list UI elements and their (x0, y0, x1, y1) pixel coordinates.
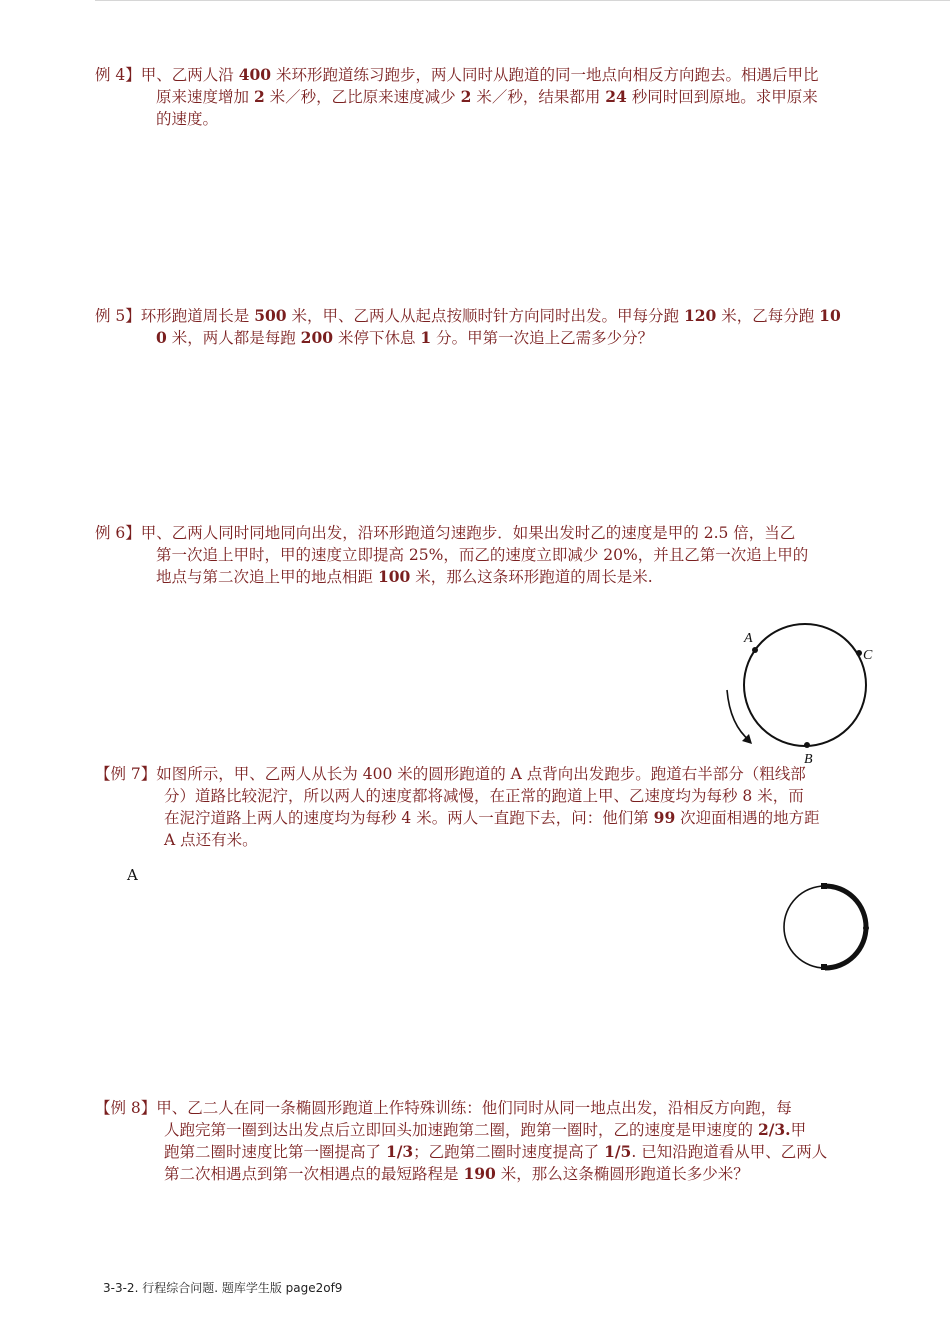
number: 1 (420, 328, 432, 347)
circle-track-figure-6 (700, 610, 880, 770)
point-b (804, 742, 810, 748)
text: 环形跑道周长是 (140, 307, 255, 325)
problem-8-line-1 (95, 1097, 827, 1119)
text: 甲、乙二人在同一条椭圆形跑道上作特殊训练：他们同时从同一地点出发，沿相反方向跑，每 (156, 1099, 792, 1117)
problem-4-line-2 (95, 86, 819, 108)
circle-track-figure-7 (775, 875, 875, 975)
marker-right (863, 925, 869, 931)
number: 1/3 (385, 1142, 414, 1161)
text: 米／秒，结果都用 (471, 88, 606, 106)
problem-7 (95, 763, 820, 851)
text: 秒同时回到原地。求甲原来 (626, 88, 818, 106)
number: 10 (819, 306, 841, 325)
problem-5 (95, 305, 841, 349)
page-footer: 3-3-2. 行程综合问题. 题库学生版 page2of9 (103, 1281, 343, 1295)
problem-7-line-4: A 点还有米。 (164, 831, 258, 849)
direction-arrow-icon (727, 690, 750, 741)
problem-6-label: 例 6】 (95, 524, 141, 542)
number: 0 (156, 328, 167, 347)
number: 100 (377, 567, 411, 586)
point-c (856, 650, 862, 656)
label-a: A (744, 631, 753, 646)
problem-4-line-1 (95, 64, 819, 86)
text: 米，那么这条环形跑道的周长是米. (410, 568, 653, 586)
problem-4-label: 例 4】 (95, 66, 141, 84)
number: 190 (463, 1164, 496, 1183)
text: ；乙跑第二圈时速度提高了 (413, 1143, 605, 1161)
text: 米停下休息 (333, 329, 421, 347)
number: 400 (238, 65, 272, 84)
text: 跑第二圈时速度比第一圈提高了 (164, 1143, 386, 1161)
text: 第二次相遇点到第一次相遇点的最短路程是 (164, 1165, 464, 1183)
label-c: C (863, 648, 873, 663)
text: 甲、乙两人沿 (140, 66, 239, 84)
text: 米，乙每分跑 (716, 307, 820, 325)
point-a (752, 647, 758, 653)
number: 24 (605, 87, 627, 106)
text: 在泥泞道路上两人的速度均为每秒 4 米。两人一直跑下去，问：他们第 (164, 809, 654, 827)
text: 米，两人都是每跑 (166, 329, 301, 347)
problem-8-line-2 (95, 1119, 827, 1141)
track-circle (744, 624, 866, 746)
number: 1/5 (604, 1142, 632, 1161)
number: 2/3. (757, 1120, 791, 1139)
problem-6-line-1 (95, 522, 808, 544)
problem-4 (95, 64, 819, 130)
number: 200 (300, 328, 334, 347)
label-b: B (804, 752, 813, 767)
marker-top (821, 883, 827, 889)
text: 甲、乙两人同时同地同向出发，沿环形跑道匀速跑步．如果出发时乙的速度是甲的 2.5 倍，当乙 (140, 524, 796, 542)
problem-7-label: 【例 7】 (95, 765, 157, 783)
number: 2 (460, 87, 472, 106)
muddy-section (825, 886, 866, 968)
text: 如图所示，甲、乙两人从长为 400 米的圆形跑道的 A 点背向出发跑步。跑道右半部分（粗线部 (156, 765, 806, 783)
problem-6 (95, 522, 808, 588)
problem-7-line-2: 分）道路比较泥泞，所以两人的速度都将减慢，在正常的跑道上甲、乙速度均为每秒 8 米，而 (164, 787, 804, 805)
problem-5-label: 例 5】 (95, 307, 141, 325)
number: 2 (253, 87, 265, 106)
problem-5-line-2 (95, 327, 841, 349)
number: 120 (683, 306, 717, 325)
text: 米，那么这条椭圆形跑道长多少米？ (495, 1165, 749, 1183)
problem-6-line-2: 第一次追上甲时，甲的速度立即提高 25%，而乙的速度立即减少 20%，并且乙第一次追上甲的 (156, 546, 809, 564)
problem-8-line-3 (95, 1141, 827, 1163)
number: 500 (254, 306, 287, 325)
problem-4-line-3: 的速度。 (156, 110, 219, 128)
problem-8 (95, 1097, 827, 1185)
text: 原来速度增加 (156, 88, 254, 106)
problem-5-line-1 (95, 305, 841, 327)
text: 甲 (790, 1121, 807, 1139)
text: 地点与第二次追上甲的地点相距 (156, 568, 378, 586)
problem-8-label: 【例 8】 (95, 1099, 157, 1117)
text: 分。甲第一次追上乙需多少分？ (431, 329, 654, 347)
text: 米，甲、乙两人从起点按顺时针方向同时出发。甲每分跑 (286, 307, 684, 325)
text: 人跑完第一圈到达出发点后立即回头加速跑第二圈，跑第一圈时，乙的速度是甲速度的 (164, 1121, 758, 1139)
figure-7-label-a: A (127, 866, 138, 884)
text: 米环形跑道练习跑步，两人同时从跑道的同一地点向相反方向跑去。相遇后甲比 (271, 66, 819, 84)
problem-6-line-3 (95, 566, 808, 588)
problem-7-line-3 (95, 807, 820, 829)
problem-7-line-1 (95, 763, 820, 785)
marker-bottom (821, 964, 827, 970)
text: 米／秒，乙比原来速度减少 (264, 88, 461, 106)
number: 99 (653, 808, 676, 827)
problem-8-line-4 (95, 1163, 827, 1185)
text: . 已知沿跑道看从甲、乙两人 (631, 1143, 828, 1161)
top-rule (95, 0, 950, 1)
text: 次迎面相遇的地方距 (675, 809, 820, 827)
